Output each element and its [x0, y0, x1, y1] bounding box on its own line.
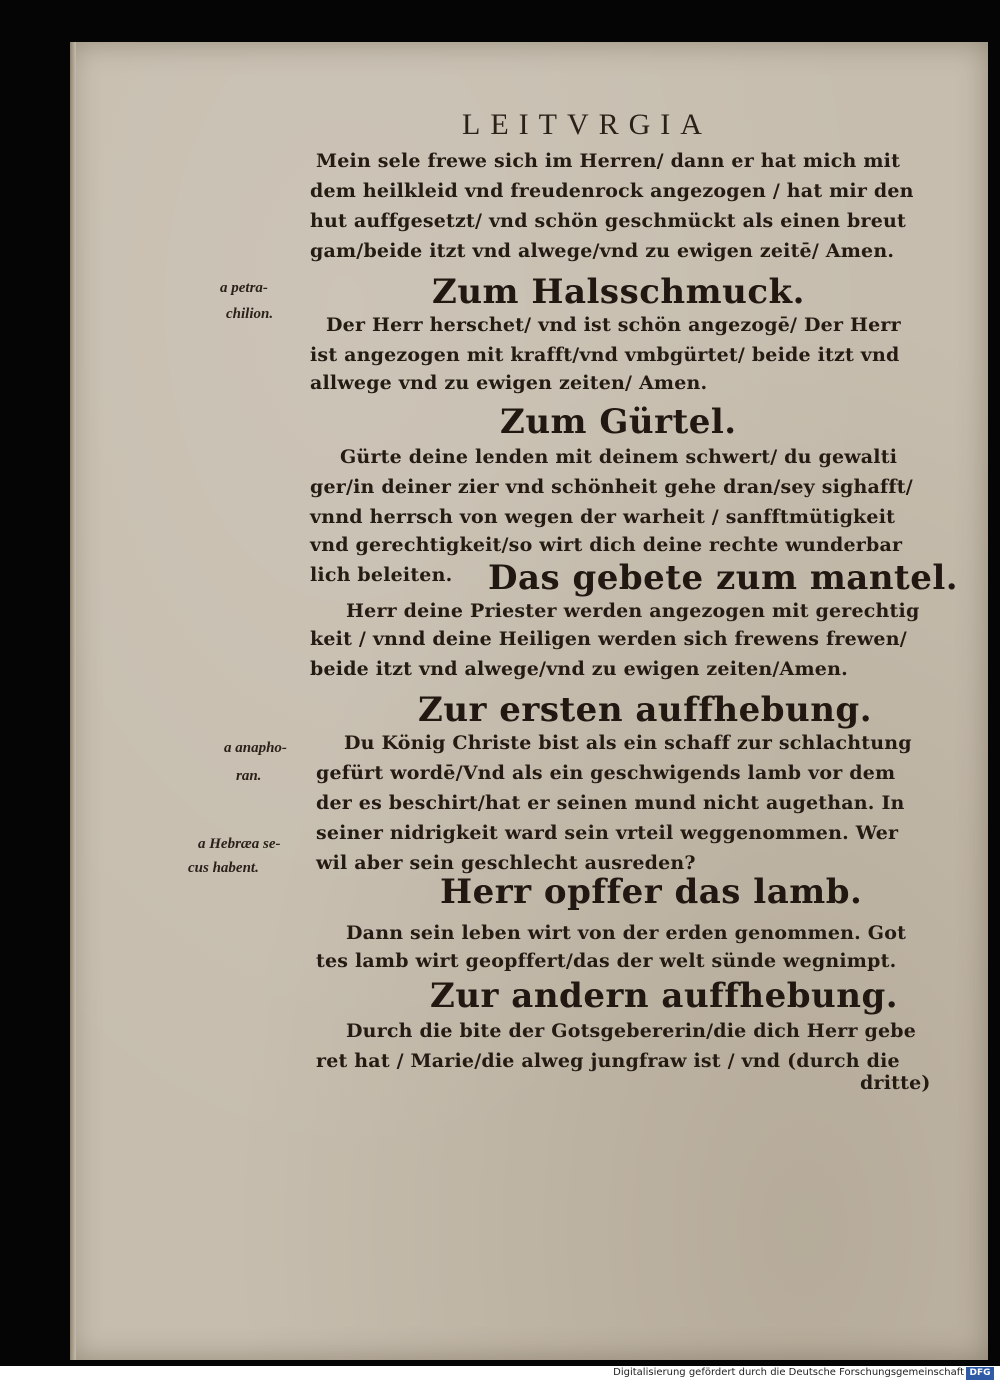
margin-note: a anapho- [224, 740, 287, 756]
text-line: Dann sein leben wirt von der erden genommen. Got [346, 922, 907, 944]
text-line: keit / vnnd deine Heiligen werden sich frewens frewen/ [310, 628, 907, 650]
text-line: wil aber sein geschlecht ausreden? [316, 852, 696, 874]
section-heading: Zum Gürtel. [500, 402, 737, 442]
funding-credit: Digitalisierung gefördert durch die Deutsche Forschungsgemeinschaft [613, 1367, 964, 1378]
dfg-logo: DFG [966, 1367, 994, 1380]
margin-note: chilion. [226, 306, 274, 322]
text-line: der es beschirt/hat er seinen mund nicht augethan. In [316, 792, 905, 814]
text-line: Du König Christe bist als ein schaff zur schlachtung [344, 732, 912, 754]
text-line: hut auffgesetzt/ vnd schön geschmückt als einen breut [310, 210, 907, 232]
text-line: dem heilkleid vnd freudenrock angezogen / hat mir den [310, 180, 914, 202]
margin-note: a Hebræa se- [198, 836, 281, 852]
text-line: ist angezogen mit krafft/vnd vmbgürtet/ beide itzt vnd [310, 344, 900, 366]
text-line: gefürt wordē/Vnd als ein geschwigends lamb vor dem [316, 762, 896, 784]
margin-note: ran. [236, 768, 262, 784]
text-line: ger/in deiner zier vnd schönheit gehe dran/sey sighafft/ [310, 476, 913, 498]
text-line: tes lamb wirt geopffert/das der welt sünde wegnimpt. [316, 950, 897, 972]
section-heading: Zur ersten auffhebung. [418, 690, 873, 730]
text-line: Mein sele frewe sich im Herren/ dann er hat mich mit [316, 150, 901, 172]
margin-note: cus habent. [188, 860, 259, 876]
section-heading: Zum Halsschmuck. [432, 272, 805, 312]
margin-note: a petra- [220, 280, 268, 296]
text-line: ret hat / Marie/die alweg jungfraw ist / vnd (durch die [316, 1050, 900, 1072]
text-line: vnd gerechtigkeit/so wirt dich deine rechte wunderbar [310, 534, 903, 556]
text-line: gam/beide itzt vnd alwege/vnd zu ewigen zeitē/ Amen. [310, 240, 895, 262]
text-line: Der Herr herschet/ vnd ist schön angezogē/ Der Herr [326, 314, 901, 336]
catchword: dritte) [860, 1072, 931, 1094]
page-edge [70, 42, 76, 1360]
text-line: seiner nidrigkeit ward sein vrteil weggenommen. Wer [316, 822, 899, 844]
text-line: beide itzt vnd alwege/vnd zu ewigen zeiten/Amen. [310, 658, 848, 680]
running-title: LEITVRGIA [462, 108, 712, 141]
text-line: vnnd herrsch von wegen der warheit / sanfftmütigkeit [310, 506, 896, 528]
text-line: Durch die bite der Gotsgebererin/die dich Herr gebe [346, 1020, 917, 1042]
section-heading: Das gebete zum mantel. [488, 558, 959, 598]
text-line: allwege vnd zu ewigen zeiten/ Amen. [310, 372, 708, 394]
section-heading: Herr opffer das lamb. [440, 872, 863, 912]
text-line: lich beleiten. [310, 564, 453, 586]
text-line: Gürte deine lenden mit deinem schwert/ du gewalti [340, 446, 898, 468]
section-heading: Zur andern auffhebung. [430, 976, 899, 1016]
text-line: Herr deine Priester werden angezogen mit gerechtig [346, 600, 920, 622]
